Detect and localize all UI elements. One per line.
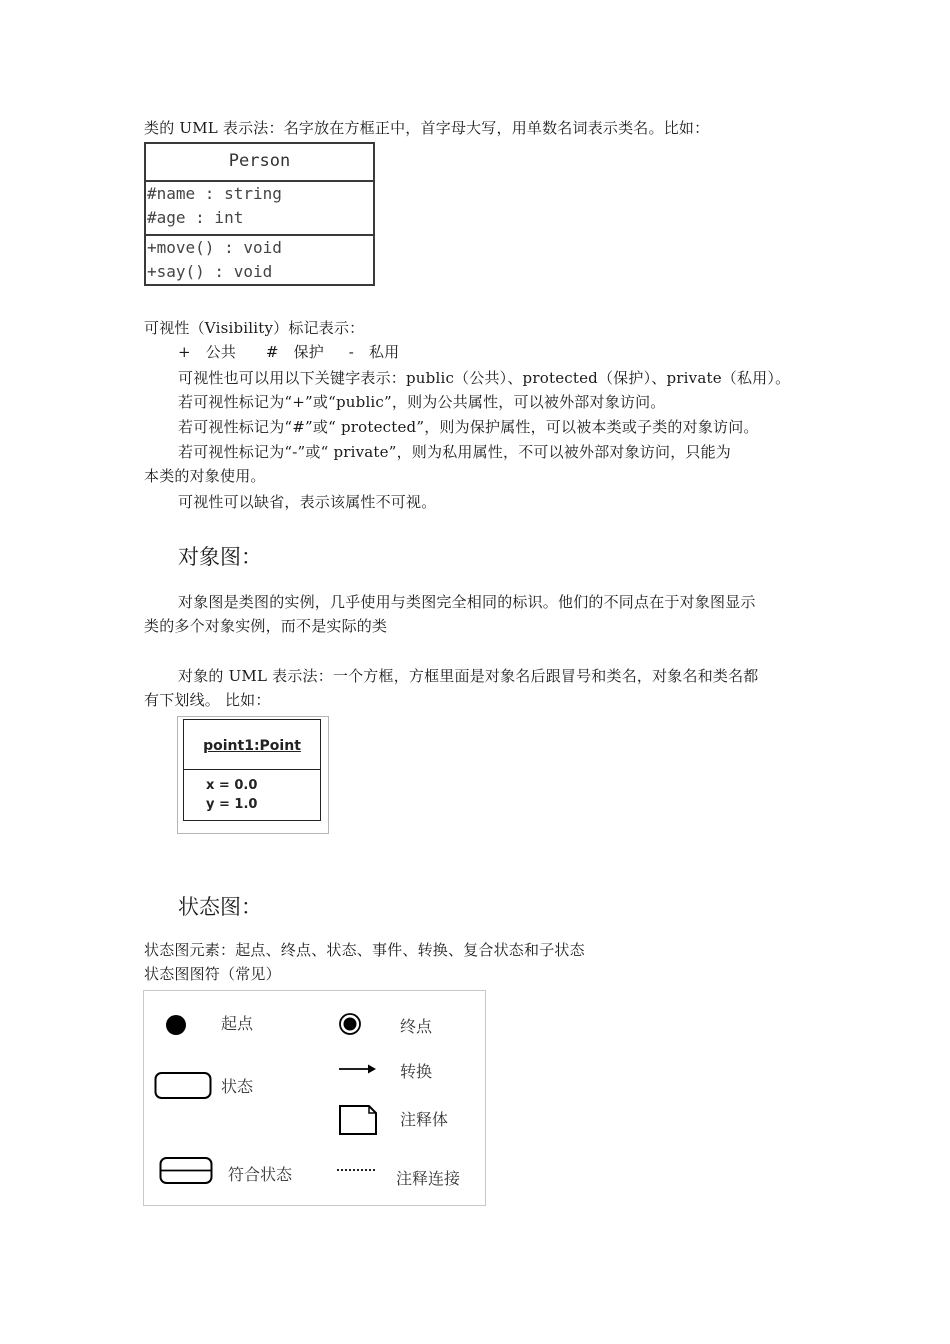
visibility-protected: 若可视性标记为“#”或“ protected”，则为保护属性，可以被本类或子类的对象访问。 <box>178 418 759 436</box>
legend-end-label: 终点 <box>400 1017 433 1036</box>
class-method: +say() : void <box>147 262 273 281</box>
object-para1-line2: 类的多个对象实例，而不是实际的类 <box>144 617 388 635</box>
object-box <box>183 719 321 821</box>
visibility-keywords: 可视性也可以用以下关键字表示：public（公共）、protected（保护）、private（私用）。 <box>178 369 791 387</box>
visibility-default: 可视性可以缺省，表示该属性不可视。 <box>178 493 437 511</box>
transition-arrow-icon <box>338 1062 378 1076</box>
object-attribute: x = 0.0 <box>206 778 258 793</box>
visibility-public: 若可视性标记为“+”或“public”，则为公共属性，可以被外部对象访问。 <box>178 393 666 411</box>
state-icon <box>154 1071 214 1101</box>
state-diagram-heading: 状态图： <box>178 895 262 919</box>
legend-composite-label: 符合状态 <box>228 1165 293 1184</box>
legend-start-label: 起点 <box>221 1014 254 1033</box>
object-name: point1:Point <box>184 720 320 770</box>
visibility-title: 可视性（Visibility）标记表示： <box>144 319 365 337</box>
object-para1-line1: 对象图是类图的实例，几乎使用与类图完全相同的标识。他们的不同点在于对象图显示 <box>178 593 756 611</box>
state-symbol-legend <box>143 990 486 1206</box>
visibility-symbols: + 公共 # 保护 - 私用 <box>178 343 400 361</box>
state-elements-line: 状态图元素：起点、终点、状态、事件、转换、复合状态和子状态 <box>144 941 585 959</box>
visibility-private: 若可视性标记为“-”或“ private”，则为私用属性，不可以被外部对象访问，只能为 <box>178 443 732 461</box>
legend-transition-label: 转换 <box>400 1062 433 1081</box>
legend-note-label: 注释体 <box>400 1110 449 1129</box>
object-diagram <box>177 716 329 834</box>
class-name: Person <box>146 144 373 182</box>
class-attribute: #age : int <box>147 208 244 227</box>
start-point-icon <box>164 1013 188 1037</box>
object-diagram-heading: 对象图： <box>178 545 262 569</box>
legend-state-label: 状态 <box>221 1077 254 1096</box>
object-para2-line2: 有下划线。 比如： <box>144 691 271 709</box>
composite-state-icon <box>159 1156 215 1186</box>
person-class-diagram <box>144 142 375 286</box>
class-attribute: #name : string <box>147 184 282 203</box>
object-para2-line1: 对象的 UML 表示法：一个方框，方框里面是对象名后跟冒号和类名，对象名和类名都 <box>178 667 759 685</box>
class-attributes <box>146 181 373 236</box>
class-method: +move() : void <box>147 238 282 257</box>
class-notation-intro: 类的 UML 表示法：名字放在方框正中，首字母大写，用单数名词表示类名。比如： <box>144 119 710 137</box>
end-point-icon <box>338 1012 362 1036</box>
visibility-private-cont: 本类的对象使用。 <box>144 467 266 485</box>
state-symbols-line: 状态图图符（常见） <box>144 965 281 983</box>
note-link-icon <box>336 1167 380 1173</box>
note-icon <box>338 1104 378 1136</box>
object-attribute: y = 1.0 <box>206 797 258 812</box>
legend-note-link-label: 注释连接 <box>396 1169 461 1188</box>
